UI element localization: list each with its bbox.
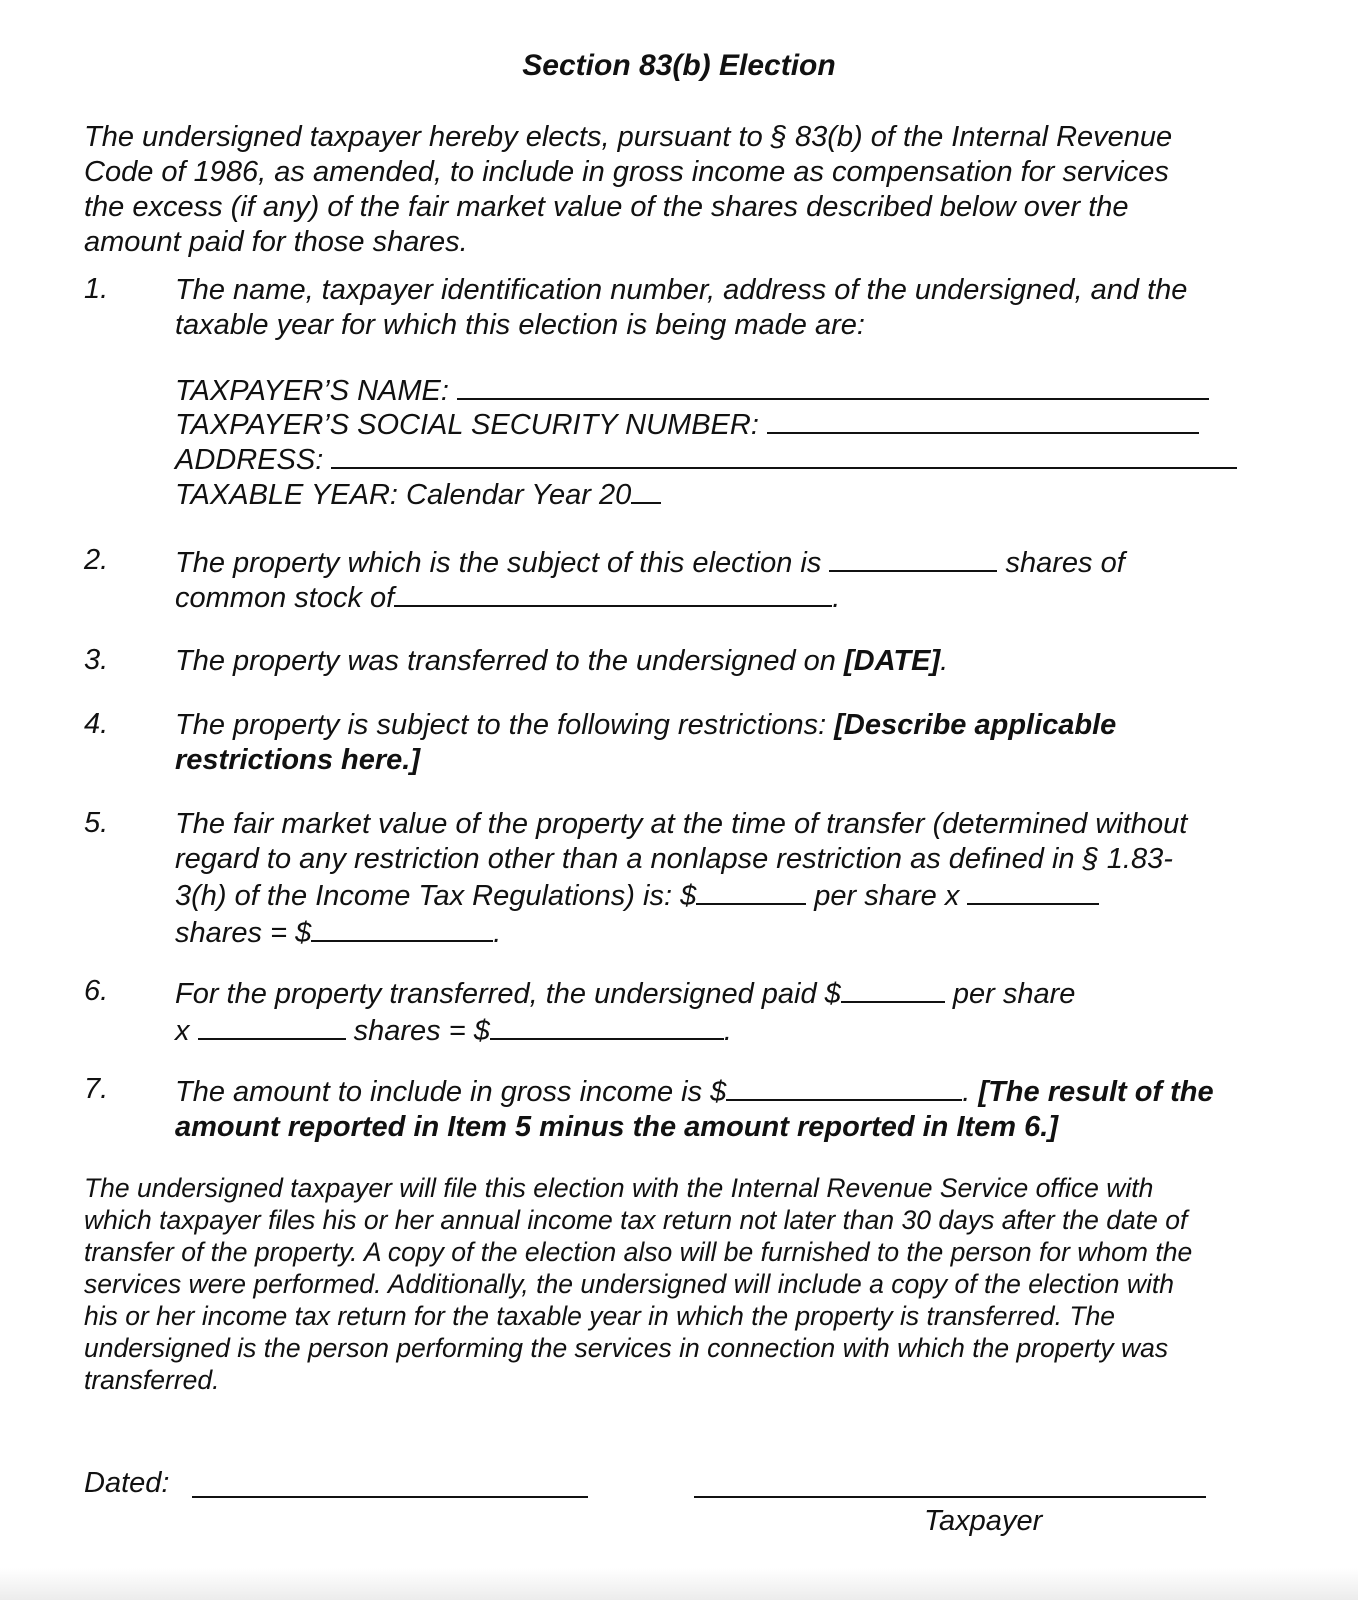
item-5-line: per share x (814, 880, 960, 912)
item-4-text (175, 708, 1116, 778)
item-2-line-2 (175, 579, 840, 616)
item-6-number: 6. (84, 975, 109, 1007)
dated-label: Dated: (84, 1467, 170, 1499)
item-5-text (175, 807, 1187, 951)
item-7-period: . (962, 1076, 971, 1108)
item-7-note: [The result of the (978, 1076, 1214, 1108)
closing-line: The undersigned taxpayer will file this election with the Internal Revenue Service office with (84, 1173, 1154, 1203)
item-6-line: x (175, 1015, 190, 1047)
date-placeholder: [DATE] (844, 645, 941, 677)
item-6-line: shares = $ (353, 1015, 490, 1047)
gross-income-field[interactable] (726, 1073, 962, 1101)
closing-line: his or her income tax return for the taxable year in which the property is transferred. The (84, 1301, 1116, 1331)
taxable-year-field[interactable] (631, 476, 661, 504)
address-row (175, 441, 1237, 478)
item-3-period: . (940, 645, 949, 677)
taxpayer-name-row (175, 372, 1209, 409)
taxpayer-label: Taxpayer (924, 1505, 1043, 1537)
paid-per-share-field[interactable] (841, 975, 945, 1003)
intro-line: The undersigned taxpayer hereby elects, pursuant to § 83(b) of the Internal Revenue (84, 121, 1173, 153)
taxpayer-signature-field[interactable] (694, 1496, 1206, 1498)
fmv-shares-field[interactable] (967, 877, 1099, 905)
closing-line: undersigned is the person performing the services in connection with which the property was (84, 1333, 1169, 1363)
address-field[interactable] (331, 441, 1237, 469)
item-5-line: regard to any restriction other than a nonlapse restriction as defined in § 1.83- (175, 843, 1173, 875)
item-7-sentence: The amount to include in gross income is $ (175, 1076, 727, 1108)
fmv-total-field[interactable] (311, 914, 493, 942)
item-5-line: shares = $ (175, 917, 312, 949)
item-1-line: The name, taxpayer identification number, address of the undersigned, and the (175, 274, 1188, 306)
item-7-note: amount reported in Item 5 minus the amount reported in Item 6.] (175, 1111, 1058, 1143)
item-6-period: . (723, 1015, 732, 1047)
closing-line: which taxpayer files his or her annual income tax return not later than 30 days after the date of (84, 1205, 1188, 1235)
item-7-text (175, 1073, 1214, 1145)
restrictions-placeholder: restrictions here.] (175, 744, 420, 776)
restrictions-placeholder: [Describe applicable (834, 709, 1117, 741)
item-1-text (175, 273, 1187, 343)
item-2-period: . (832, 582, 841, 614)
paid-total-field[interactable] (490, 1012, 724, 1040)
shares-count-field[interactable] (829, 544, 997, 572)
item-2-number: 2. (84, 544, 109, 576)
taxpayer-ssn-field[interactable] (767, 406, 1199, 434)
taxpayer-ssn-row (175, 406, 1199, 443)
date-field[interactable] (192, 1496, 588, 1498)
item-2-text: shares of (1005, 547, 1125, 579)
closing-line: services were performed. Additionally, the undersigned will include a copy of the election with (84, 1269, 1175, 1299)
item-1-line: taxable year for which this election is being made are: (175, 309, 865, 341)
closing-line: transfer of the property. A copy of the election also will be furnished to the person for whom the (84, 1237, 1193, 1267)
item-5-number: 5. (84, 807, 109, 839)
page-title: Section 83(b) Election (522, 49, 836, 82)
item-2-text: The property which is the subject of this election is (175, 547, 822, 579)
taxpayer-name-field[interactable] (457, 372, 1209, 400)
item-6-line: per share (952, 978, 1076, 1010)
item-6-line: For the property transferred, the undersigned paid $ (175, 978, 841, 1010)
item-2-line-1 (175, 544, 1125, 581)
intro-line: amount paid for those shares. (84, 226, 468, 258)
item-4-number: 4. (84, 708, 109, 740)
page-bottom-shadow (0, 1568, 1358, 1600)
item-3-text (175, 644, 948, 679)
item-4-sentence: The property is subject to the following restrictions: (175, 709, 835, 741)
address-label: ADDRESS: (175, 444, 324, 476)
item-5-period: . (493, 917, 502, 949)
item-2-text: common stock of (175, 582, 395, 614)
item-7-number: 7. (84, 1073, 109, 1105)
fmv-per-share-field[interactable] (696, 877, 806, 905)
taxable-year-row (175, 476, 661, 513)
item-1-number: 1. (84, 273, 109, 305)
item-5-line: 3(h) of the Income Tax Regulations) is: $ (175, 880, 697, 912)
item-6-text (175, 975, 1075, 1049)
intro-paragraph (84, 120, 1172, 260)
taxable-year-label: TAXABLE YEAR: Calendar Year 20 (175, 479, 632, 511)
taxpayer-name-label: TAXPAYER’S NAME: (175, 375, 449, 407)
item-3-number: 3. (84, 644, 109, 676)
company-name-field[interactable] (394, 579, 832, 607)
taxpayer-ssn-label: TAXPAYER’S SOCIAL SECURITY NUMBER: (175, 409, 759, 441)
intro-line: the excess (if any) of the fair market value of the shares described below over the (84, 191, 1129, 223)
closing-paragraph (84, 1172, 1192, 1396)
paid-shares-field[interactable] (198, 1012, 346, 1040)
item-5-line: The fair market value of the property at the time of transfer (determined without (175, 808, 1188, 840)
item-3-sentence: The property was transferred to the undersigned on (175, 645, 844, 677)
closing-line: transferred. (84, 1365, 220, 1395)
intro-line: Code of 1986, as amended, to include in gross income as compensation for services (84, 156, 1169, 188)
